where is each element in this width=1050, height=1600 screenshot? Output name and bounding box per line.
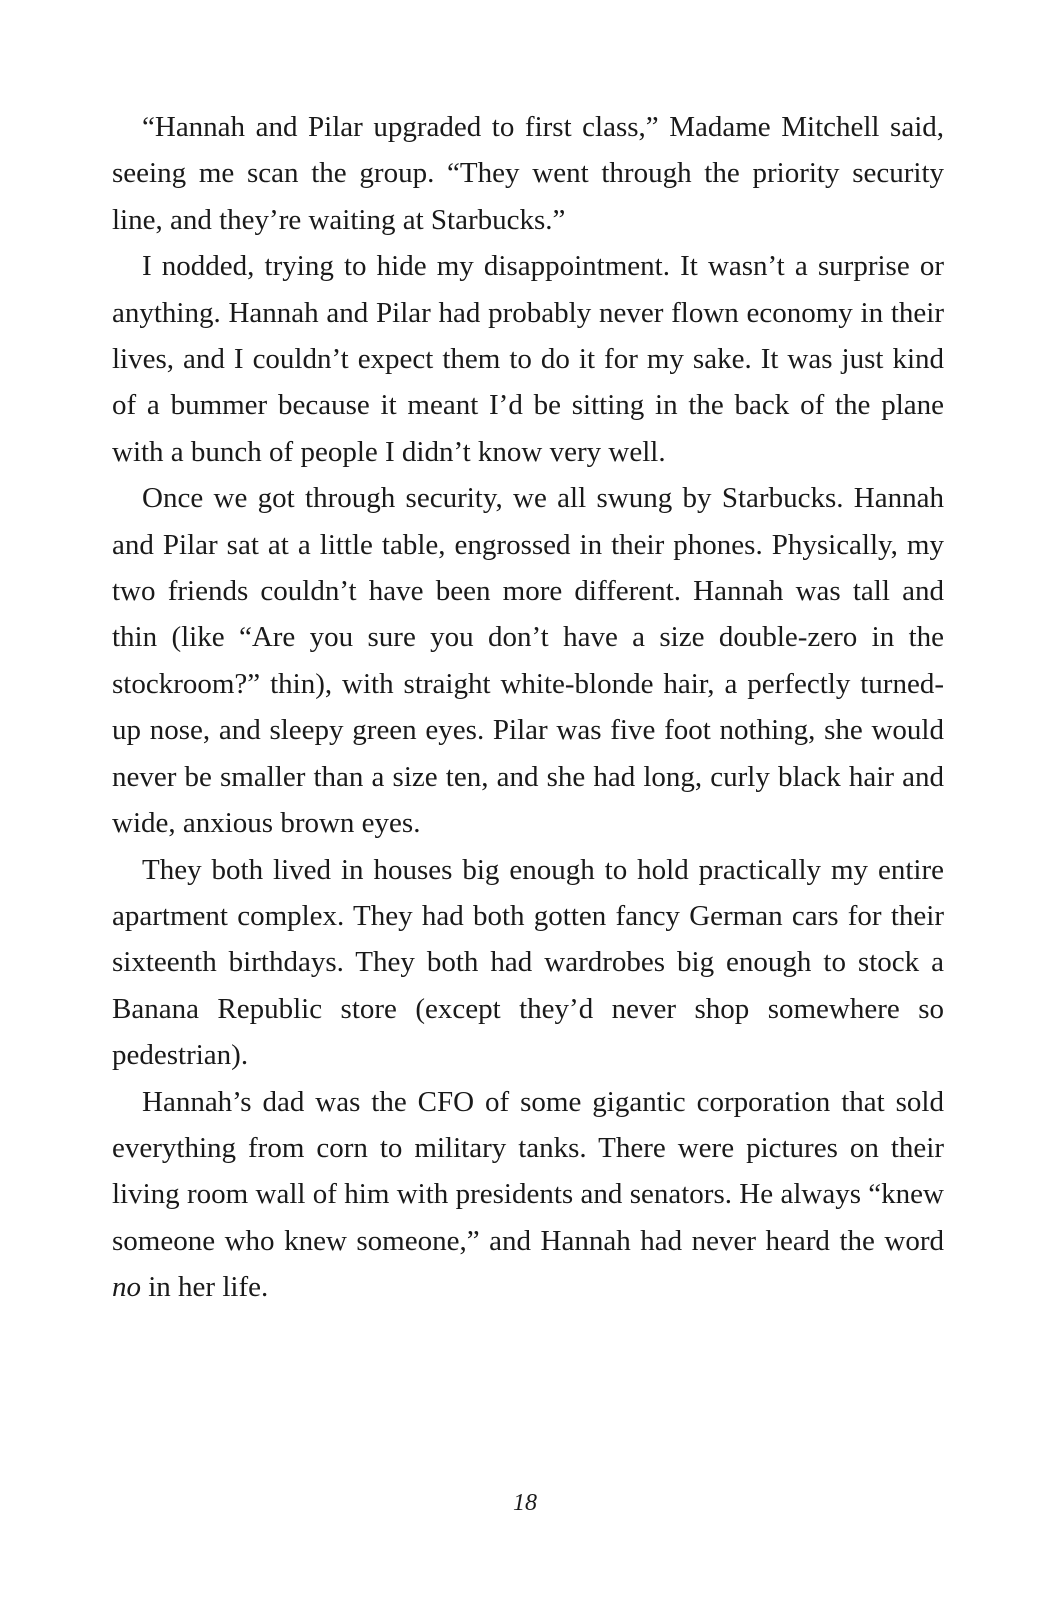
- paragraph: [112, 104, 944, 243]
- page-number: 18: [513, 1490, 537, 1516]
- text-run: I nodded, trying to hide my disappointment. It wasn’t a surprise or anything. Hannah and Pilar had probably never flown economy in their lives, and I couldn’t expect them to do it for my sake. It was just kind of a bummer because it meant I’d be sitting in the back of the plane with a bunch of people I didn’t know very well.: [112, 250, 944, 468]
- text-run: in her life.: [141, 1271, 269, 1304]
- paragraph: [112, 1079, 944, 1311]
- paragraph: [112, 243, 944, 475]
- text-run: Once we got through security, we all swung by Starbucks. Hannah and Pilar sat at a little table, engrossed in their phones. Physically, my two friends couldn’t have been more different. Hannah was tall and thin (like “Are you sure you don’t have a size double-zero in the stockroom?” thin), with straight white-blonde hair, a perfectly turned-up nose, and sleepy green eyes. Pilar was five foot nothing, she would never be smaller than a size ten, and she had long, curly black hair and wide, anxious brown eyes.: [112, 482, 944, 840]
- paragraph: [112, 475, 944, 846]
- italic-word: no: [112, 1271, 141, 1304]
- paragraph: [112, 847, 944, 1079]
- body-text: [112, 104, 944, 1311]
- text-run: Hannah’s dad was the CFO of some gigantic corporation that sold everything from corn to military tanks. There were pictures on their living room wall of him with presidents and senators. He always “knew someone who knew someone,” and Hannah had never heard the word: [112, 1085, 944, 1257]
- text-run: They both lived in houses big enough to hold practically my entire apartment complex. They had both gotten fancy German cars for their sixteenth birthdays. They both had wardrobes big enough to stock a Banana Republic store (except they’d never shop somewhere so pedestrian).: [112, 853, 944, 1072]
- text-run: “Hannah and Pilar upgraded to first class,” Madame Mitchell said, seeing me scan the group. “They went through the priority security line, and they’re waiting at Starbucks.”: [112, 111, 944, 236]
